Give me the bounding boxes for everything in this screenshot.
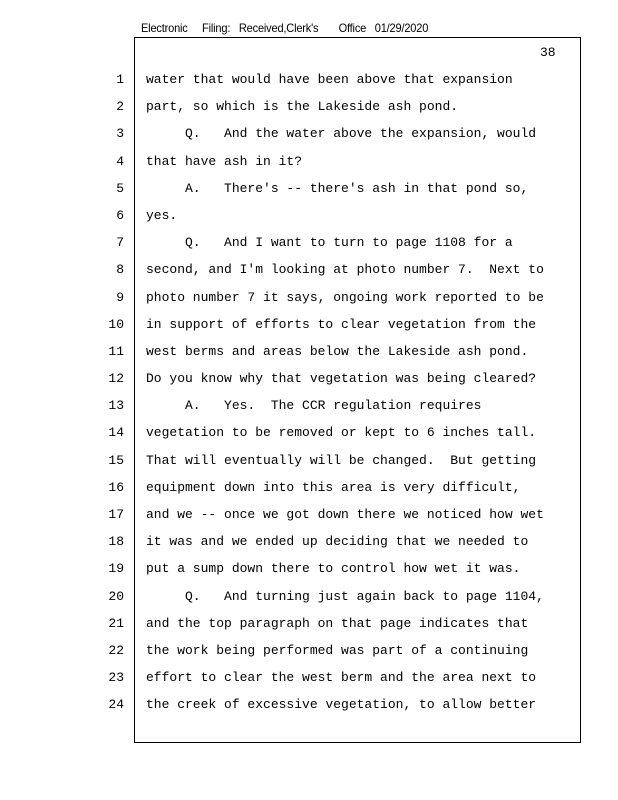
transcript-text: [146, 66, 576, 719]
transcript-line: vegetation to be removed or kept to 6 inches tall.: [146, 425, 537, 441]
transcript-line: second, and I'm looking at photo number 7. Next to: [146, 262, 544, 278]
line-number: 24: [108, 697, 124, 713]
line-number: 18: [108, 534, 124, 550]
transcript-line: and we -- once we got down there we noticed how wet: [146, 507, 544, 522]
transcript-line: A. There's -- there's ash in that pond so,: [146, 180, 529, 196]
transcript-line: photo number 7 it says, ongoing work reported to be: [146, 289, 544, 305]
transcript-line: That will eventually will be changed. But getting: [146, 452, 537, 468]
line-number: 12: [108, 371, 124, 387]
line-number: 14: [108, 425, 124, 441]
transcript-line: Q. And I want to turn to page 1108 for a: [146, 235, 513, 251]
line-number: 21: [108, 615, 124, 631]
transcript-line: effort to clear the west berm and the area next to: [146, 670, 537, 686]
line-number: 10: [108, 316, 124, 332]
line-number: 3: [116, 126, 124, 142]
line-number: 7: [116, 235, 124, 251]
transcript-line: in support of efforts to clear vegetation from the: [146, 316, 537, 332]
line-number: 22: [108, 642, 124, 658]
transcript-line: Q. And turning just again back to page 1104,: [146, 588, 544, 604]
transcript-line: Q. And the water above the expansion, would: [146, 126, 537, 142]
transcript-line: equipment down into this area is very difficult,: [146, 479, 521, 495]
line-number: 4: [116, 153, 124, 169]
transcript-line: Do you know why that vegetation was being cleared?: [146, 371, 537, 387]
transcript-line: yes.: [146, 207, 178, 223]
line-number: 17: [108, 507, 124, 522]
transcript-line: the work being performed was part of a continuing: [146, 642, 529, 658]
transcript-line: that have ash in it?: [146, 153, 303, 169]
line-number: 6: [116, 207, 124, 223]
line-number: 1: [116, 72, 124, 87]
line-number-column: [100, 66, 124, 719]
line-number: 2: [116, 99, 124, 115]
line-number: 11: [108, 343, 124, 359]
transcript-line: and the top paragraph on that page indicates that: [146, 615, 529, 631]
line-number: 20: [108, 588, 124, 604]
line-number: 5: [116, 180, 124, 196]
line-number: 16: [108, 479, 124, 495]
transcript-line: it was and we ended up deciding that we needed to: [146, 534, 529, 550]
line-number: 13: [108, 398, 124, 414]
filing-stamp: Electronic Filing: Received,Clerk's Office 01/29/2020: [141, 21, 429, 35]
transcript-line: part, so which is the Lakeside ash pond.: [146, 99, 459, 115]
transcript-line: west berms and areas below the Lakeside ash pond.: [146, 343, 529, 359]
line-number: 15: [108, 452, 124, 468]
line-number: 23: [108, 670, 124, 686]
line-number: 19: [108, 561, 124, 577]
page-number: 38: [540, 45, 556, 60]
transcript-line: the creek of excessive vegetation, to allow better: [146, 697, 537, 713]
transcript-line: water that would have been above that expansion: [146, 72, 513, 87]
transcript-line: put a sump down there to control how wet it was.: [146, 561, 521, 577]
transcript-line: A. Yes. The CCR regulation requires: [146, 398, 482, 414]
line-number: 9: [116, 289, 124, 305]
line-number: 8: [116, 262, 124, 278]
